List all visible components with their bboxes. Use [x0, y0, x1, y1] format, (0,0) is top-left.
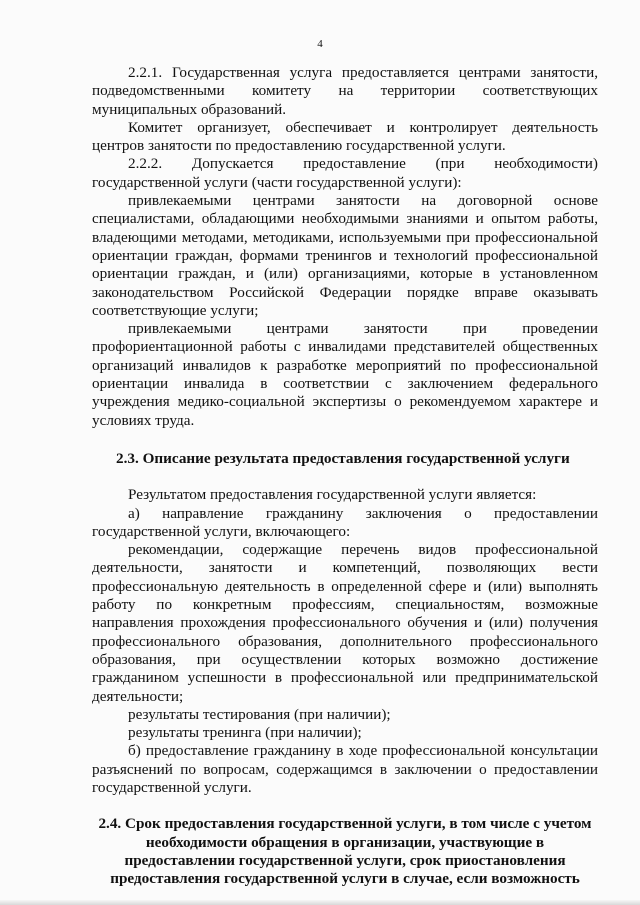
page-number: 4 [317, 38, 323, 50]
result-training: результаты тренинга (при наличии); [128, 724, 362, 742]
result-item-a: а) направление гражданину заключения о предоставлении государственной услуги, включающего: [92, 504, 598, 540]
paragraph-attracted-specialists: привлекаемыми центрами занятости на договорной основе специалистами, обладающими необходимыми знаниями и опытом работы, владеющими методами, методиками, используемыми при профессиональной ориентации граждан, формами тренингов и технологий профессиональной ориентации граждан, и (или) организациями, которые в установленном законодательством Российской Федерации порядке вправе оказывать соответствующие услуги; [92, 192, 598, 319]
paragraph-2-2-2: 2.2.2. Допускается предоставление (при необходимости) государственной услуги (части государственной услуги): [92, 155, 598, 191]
scan-bottom-edge [0, 900, 640, 905]
paragraph-attracted-representatives: привлекаемыми центрами занятости при проведении профориентационной работы с инвалидами представителей общественных организаций инвалидов к разработке мероприятий по профессиональной ориентации инвалида в соответствии с заключением федерального учреждения медико-социальной экспертизы о рекомендуемом характере и условиях труда. [92, 320, 598, 429]
result-intro: Результатом предоставления государственной услуги является: [128, 486, 537, 504]
result-item-b: б) предоставление гражданину в ходе профессиональной консультации разъяснений по вопросам, содержащимся в заключении о предоставлении государственной услуги. [92, 742, 598, 796]
result-recommendations: рекомендации, содержащие перечень видов профессиональной деятельности, занятости и компетенций, позволяющих вести профессиональную деятельность в определенной сфере и (или) выполнять работу по конкретным профессиям, специальностям, возможные направления прохождения профессионального обучения и (или) получения профессионального образования, дополнительного профессионального образования, при осуществлении которых возможно достижение гражданином успешности в профессиональной или предпринимательской деятельности; [92, 541, 598, 705]
paragraph-committee: Комитет организует, обеспечивает и контролирует деятельность центров занятости по предоставлению государственной услуги. [92, 118, 598, 155]
section-2-4-heading: 2.4. Срок предоставления государственной услуги, в том числе с учетом необходимости обращения в организации, участвующие в предоставлении государственной услуги, срок приостановления предоставления государственной услуги в случае, если возможность [98, 815, 592, 888]
document-body [92, 64, 598, 888]
paragraph-2-2-1: 2.2.1. Государственная услуга предоставляется центрами занятости, подведомственными комитету на территории соответствующих муниципальных образований. [92, 64, 598, 118]
result-testing: результаты тестирования (при наличии); [128, 705, 391, 723]
section-2-3-heading: 2.3. Описание результата предоставления государственной услуги [116, 449, 570, 467]
